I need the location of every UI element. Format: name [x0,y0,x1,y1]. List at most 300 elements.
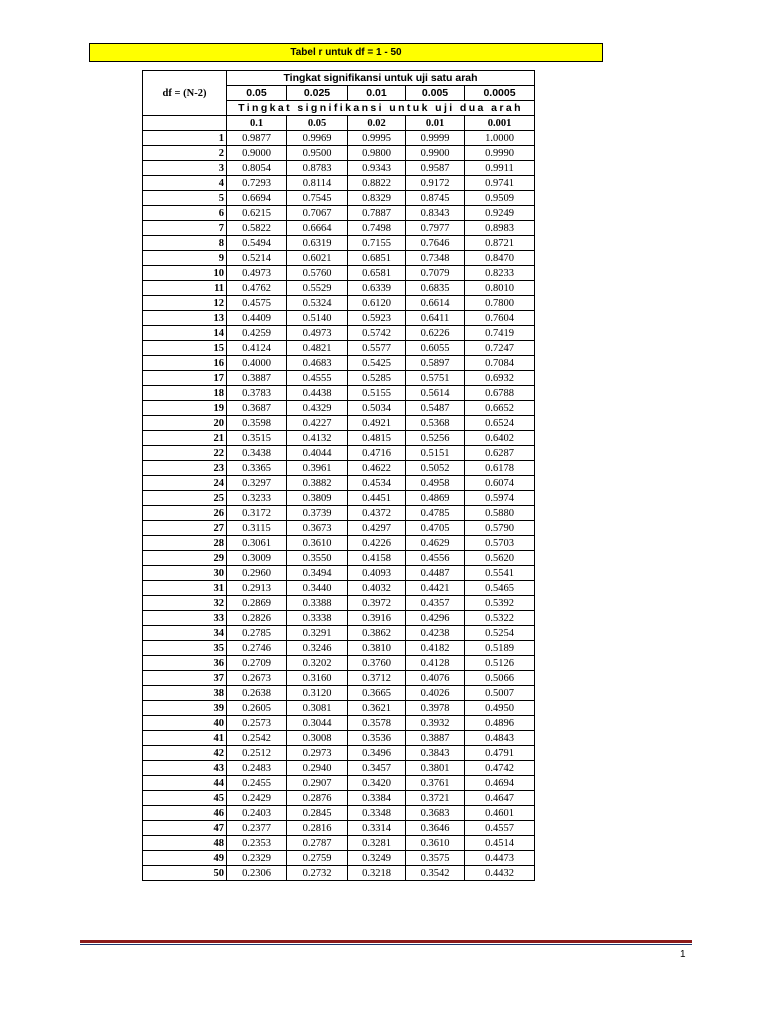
df-cell: 13 [143,311,227,326]
r-value-cell: 0.2673 [227,671,287,686]
r-value-cell: 0.3760 [348,656,406,671]
r-value-cell: 0.5425 [348,356,406,371]
r-value-cell: 0.2973 [287,746,348,761]
df-cell: 4 [143,176,227,191]
r-value-cell: 0.4575 [227,296,287,311]
df-cell: 30 [143,566,227,581]
r-value-cell: 0.4026 [406,686,465,701]
r-value-cell: 0.5052 [406,461,465,476]
r-value-cell: 0.7498 [348,221,406,236]
r-value-cell: 0.7887 [348,206,406,221]
r-value-cell: 0.5155 [348,386,406,401]
df-cell: 19 [143,401,227,416]
footer-rule-thin [80,944,692,945]
two-tailed-level: 0.02 [348,116,406,131]
r-value-cell: 0.2403 [227,806,287,821]
r-value-cell: 0.7067 [287,206,348,221]
table-row [143,536,535,551]
r-value-cell: 0.4601 [465,806,535,821]
r-value-cell: 0.2787 [287,836,348,851]
r-value-cell: 0.3810 [348,641,406,656]
r-value-cell: 0.3457 [348,761,406,776]
df-cell: 38 [143,686,227,701]
r-value-cell: 0.3665 [348,686,406,701]
r-value-cell: 0.6652 [465,401,535,416]
r-value-cell: 0.5322 [465,611,535,626]
df-cell: 33 [143,611,227,626]
r-value-cell: 0.3202 [287,656,348,671]
r-value-cell: 0.4451 [348,491,406,506]
r-value-cell: 0.4622 [348,461,406,476]
r-value-cell: 0.6524 [465,416,535,431]
df-cell: 24 [143,476,227,491]
table-row [143,851,535,866]
r-value-cell: 0.5151 [406,446,465,461]
r-value-cell: 0.5790 [465,521,535,536]
two-tailed-level: 0.001 [465,116,535,131]
r-value-cell: 0.3887 [227,371,287,386]
table-row [143,416,535,431]
r-value-cell: 0.4921 [348,416,406,431]
r-value-cell: 0.7977 [406,221,465,236]
df-cell: 44 [143,776,227,791]
table-row [143,716,535,731]
two-tailed-header: Tingkat signifikansi untuk uji dua arah [227,101,535,116]
table-row [143,341,535,356]
page-number: 1 [680,949,686,960]
r-value-cell: 0.4044 [287,446,348,461]
r-value-cell: 0.2455 [227,776,287,791]
r-value-cell: 0.6055 [406,341,465,356]
r-value-cell: 0.3218 [348,866,406,881]
r-value-cell: 0.3843 [406,746,465,761]
df-cell: 10 [143,266,227,281]
r-value-cell: 0.4032 [348,581,406,596]
r-value-cell: 0.9172 [406,176,465,191]
r-value-cell: 0.6215 [227,206,287,221]
two-tailed-level: 0.01 [406,116,465,131]
r-value-cell: 0.2746 [227,641,287,656]
r-value-cell: 0.5034 [348,401,406,416]
r-value-cell: 0.3496 [348,746,406,761]
df-cell: 49 [143,851,227,866]
df-cell: 12 [143,296,227,311]
r-value-cell: 0.3887 [406,731,465,746]
r-value-cell: 0.2353 [227,836,287,851]
r-value-cell: 0.4297 [348,521,406,536]
r-value-cell: 0.2512 [227,746,287,761]
r-value-cell: 0.3061 [227,536,287,551]
r-value-cell: 0.9800 [348,146,406,161]
table-row [143,746,535,761]
r-value-cell: 0.4785 [406,506,465,521]
r-value-cell: 0.3961 [287,461,348,476]
r-value-cell: 0.3160 [287,671,348,686]
r-value-cell: 0.6664 [287,221,348,236]
r-value-cell: 0.4694 [465,776,535,791]
r-value-cell: 0.3081 [287,701,348,716]
r-value-cell: 0.6226 [406,326,465,341]
r-value-cell: 0.6120 [348,296,406,311]
table-row [143,866,535,881]
r-value-cell: 0.3494 [287,566,348,581]
r-value-cell: 0.3314 [348,821,406,836]
r-value-cell: 0.4647 [465,791,535,806]
r-value-cell: 0.3384 [348,791,406,806]
table-row [143,701,535,716]
df-cell: 31 [143,581,227,596]
r-value-cell: 0.3621 [348,701,406,716]
r-value-cell: 0.6021 [287,251,348,266]
r-value-cell: 0.3542 [406,866,465,881]
r-value-cell: 0.5368 [406,416,465,431]
r-value-cell: 0.3575 [406,851,465,866]
r-value-cell: 0.2483 [227,761,287,776]
r-value-cell: 0.4896 [465,716,535,731]
table-row [143,401,535,416]
df-cell: 11 [143,281,227,296]
df-cell: 45 [143,791,227,806]
r-value-cell: 0.5923 [348,311,406,326]
r-value-cell: 0.3916 [348,611,406,626]
r-value-cell: 0.5324 [287,296,348,311]
df-cell: 6 [143,206,227,221]
df-cell: 35 [143,641,227,656]
r-value-cell: 0.2940 [287,761,348,776]
r-value-cell: 0.8822 [348,176,406,191]
r-value-cell: 0.6287 [465,446,535,461]
r-value-cell: 0.7419 [465,326,535,341]
r-value-cell: 0.2732 [287,866,348,881]
r-value-cell: 0.4705 [406,521,465,536]
table-row [143,176,535,191]
r-value-cell: 0.6411 [406,311,465,326]
r-value-cell: 0.7155 [348,236,406,251]
r-table [142,70,535,881]
df-cell: 32 [143,596,227,611]
r-value-cell: 0.2816 [287,821,348,836]
r-value-cell: 0.9995 [348,131,406,146]
r-value-cell: 0.5465 [465,581,535,596]
r-value-cell: 0.9911 [465,161,535,176]
r-value-cell: 0.4158 [348,551,406,566]
r-value-cell: 0.5392 [465,596,535,611]
r-value-cell: 0.5541 [465,566,535,581]
one-tailed-level: 0.05 [227,86,287,101]
table-row [143,221,535,236]
r-value-cell: 0.9587 [406,161,465,176]
r-value-cell: 0.3882 [287,476,348,491]
df-cell: 21 [143,431,227,446]
r-value-cell: 0.6851 [348,251,406,266]
r-value-cell: 0.4238 [406,626,465,641]
df-cell: 26 [143,506,227,521]
one-tailed-level: 0.005 [406,86,465,101]
table-row [143,731,535,746]
r-value-cell: 0.3246 [287,641,348,656]
r-value-cell: 1.0000 [465,131,535,146]
r-value-cell: 0.3365 [227,461,287,476]
r-value-cell: 0.3536 [348,731,406,746]
df-cell: 29 [143,551,227,566]
r-value-cell: 0.4950 [465,701,535,716]
r-value-cell: 0.4557 [465,821,535,836]
r-value-cell: 0.4716 [348,446,406,461]
r-value-cell: 0.4357 [406,596,465,611]
r-value-cell: 0.4958 [406,476,465,491]
table-row [143,686,535,701]
r-value-cell: 0.6402 [465,431,535,446]
r-value-cell: 0.8054 [227,161,287,176]
r-value-cell: 0.8783 [287,161,348,176]
df-cell: 17 [143,371,227,386]
r-value-cell: 0.3801 [406,761,465,776]
r-value-cell: 0.9969 [287,131,348,146]
r-value-cell: 0.9990 [465,146,535,161]
r-value-cell: 0.5214 [227,251,287,266]
r-value-cell: 0.8721 [465,236,535,251]
r-value-cell: 0.3578 [348,716,406,731]
table-row [143,581,535,596]
r-value-cell: 0.4629 [406,536,465,551]
r-value-cell: 0.3610 [287,536,348,551]
footer-rule [80,940,692,943]
table-row [143,191,535,206]
r-value-cell: 0.3233 [227,491,287,506]
r-value-cell: 0.9249 [465,206,535,221]
df-cell: 28 [143,536,227,551]
r-value-cell: 0.4555 [287,371,348,386]
df-cell: 47 [143,821,227,836]
r-value-cell: 0.5703 [465,536,535,551]
r-value-cell: 0.4843 [465,731,535,746]
df-cell: 48 [143,836,227,851]
r-value-cell: 0.5620 [465,551,535,566]
r-value-cell: 0.4182 [406,641,465,656]
r-value-cell: 0.3440 [287,581,348,596]
df-cell: 23 [143,461,227,476]
r-value-cell: 0.2573 [227,716,287,731]
r-value-cell: 0.3712 [348,671,406,686]
r-value-cell: 0.5487 [406,401,465,416]
r-value-cell: 0.2605 [227,701,287,716]
df-cell: 50 [143,866,227,881]
r-value-cell: 0.6074 [465,476,535,491]
r-value-cell: 0.3932 [406,716,465,731]
table-row [143,236,535,251]
table-row [143,761,535,776]
r-value-cell: 0.4296 [406,611,465,626]
r-value-cell: 0.9000 [227,146,287,161]
r-value-cell: 0.3172 [227,506,287,521]
r-value-cell: 0.2876 [287,791,348,806]
r-value-cell: 0.7293 [227,176,287,191]
one-tailed-level: 0.025 [287,86,348,101]
r-value-cell: 0.4742 [465,761,535,776]
table-row [143,386,535,401]
r-value-cell: 0.4973 [227,266,287,281]
table-row [143,791,535,806]
table-row [143,281,535,296]
r-value-cell: 0.4124 [227,341,287,356]
r-value-cell: 0.2869 [227,596,287,611]
df-cell: 9 [143,251,227,266]
r-value-cell: 0.4093 [348,566,406,581]
r-value-cell: 0.5140 [287,311,348,326]
r-value-cell: 0.4132 [287,431,348,446]
r-value-cell: 0.7079 [406,266,465,281]
table-row [143,626,535,641]
df-cell: 42 [143,746,227,761]
r-value-cell: 0.5256 [406,431,465,446]
table-row [143,446,535,461]
r-value-cell: 0.4226 [348,536,406,551]
r-value-cell: 0.6581 [348,266,406,281]
r-value-cell: 0.2306 [227,866,287,881]
table-row [143,371,535,386]
r-value-cell: 0.3598 [227,416,287,431]
r-value-cell: 0.5614 [406,386,465,401]
r-value-cell: 0.6339 [348,281,406,296]
r-value-cell: 0.9877 [227,131,287,146]
table-row [143,131,535,146]
r-value-cell: 0.7084 [465,356,535,371]
df-cell: 22 [143,446,227,461]
table-row [143,566,535,581]
r-value-cell: 0.2377 [227,821,287,836]
r-value-cell: 0.7604 [465,311,535,326]
r-value-cell: 0.6932 [465,371,535,386]
header-row-one-tailed [143,71,535,86]
table-row [143,161,535,176]
r-value-cell: 0.5529 [287,281,348,296]
df-cell: 5 [143,191,227,206]
r-value-cell: 0.4869 [406,491,465,506]
r-value-cell: 0.6788 [465,386,535,401]
table-row [143,821,535,836]
table-row [143,311,535,326]
r-value-cell: 0.4432 [465,866,535,881]
r-value-cell: 0.5007 [465,686,535,701]
r-value-cell: 0.5880 [465,506,535,521]
r-value-cell: 0.9741 [465,176,535,191]
df-cell: 1 [143,131,227,146]
r-value-cell: 0.5742 [348,326,406,341]
r-value-cell: 0.9509 [465,191,535,206]
one-tailed-level: 0.01 [348,86,406,101]
r-value-cell: 0.7545 [287,191,348,206]
header-row-two-tailed-levels [143,116,535,131]
two-tailed-level: 0.1 [227,116,287,131]
df-cell: 43 [143,761,227,776]
r-value-cell: 0.4815 [348,431,406,446]
table-row [143,146,535,161]
r-value-cell: 0.2542 [227,731,287,746]
df-cell: 41 [143,731,227,746]
df-cell: 39 [143,701,227,716]
r-value-cell: 0.9999 [406,131,465,146]
r-value-cell: 0.3115 [227,521,287,536]
df-cell: 25 [143,491,227,506]
r-value-cell: 0.2429 [227,791,287,806]
r-value-cell: 0.3281 [348,836,406,851]
r-value-cell: 0.5189 [465,641,535,656]
r-value-cell: 0.4534 [348,476,406,491]
df-cell: 36 [143,656,227,671]
r-value-cell: 0.8010 [465,281,535,296]
r-value-cell: 0.7247 [465,341,535,356]
df-cell: 27 [143,521,227,536]
r-value-cell: 0.3120 [287,686,348,701]
r-value-cell: 0.3610 [406,836,465,851]
df-cell: 40 [143,716,227,731]
table-row [143,296,535,311]
one-tailed-level: 0.0005 [465,86,535,101]
r-value-cell: 0.2826 [227,611,287,626]
r-value-cell: 0.8343 [406,206,465,221]
df-cell: 16 [143,356,227,371]
r-value-cell: 0.3420 [348,776,406,791]
table-row [143,596,535,611]
table-row [143,521,535,536]
r-value-cell: 0.6319 [287,236,348,251]
r-value-cell: 0.3009 [227,551,287,566]
df-cell: 15 [143,341,227,356]
r-value-cell: 0.2845 [287,806,348,821]
r-value-cell: 0.4762 [227,281,287,296]
r-value-cell: 0.3550 [287,551,348,566]
r-value-cell: 0.4473 [465,851,535,866]
r-value-cell: 0.3388 [287,596,348,611]
two-tailed-level: 0.05 [287,116,348,131]
r-value-cell: 0.4683 [287,356,348,371]
r-value-cell: 0.8329 [348,191,406,206]
r-value-cell: 0.2329 [227,851,287,866]
r-value-cell: 0.3783 [227,386,287,401]
r-value-cell: 0.4791 [465,746,535,761]
r-value-cell: 0.3972 [348,596,406,611]
r-value-cell: 0.4438 [287,386,348,401]
r-value-cell: 0.5897 [406,356,465,371]
r-value-cell: 0.5285 [348,371,406,386]
r-value-cell: 0.3761 [406,776,465,791]
r-value-cell: 0.4259 [227,326,287,341]
table-row [143,476,535,491]
r-value-cell: 0.3683 [406,806,465,821]
r-value-cell: 0.4329 [287,401,348,416]
r-value-cell: 0.2907 [287,776,348,791]
r-value-cell: 0.4421 [406,581,465,596]
r-value-cell: 0.3008 [287,731,348,746]
r-value-cell: 0.3978 [406,701,465,716]
r-value-cell: 0.4821 [287,341,348,356]
r-value-cell: 0.6694 [227,191,287,206]
table-row [143,326,535,341]
table-title: Tabel r untuk df = 1 - 50 [89,43,603,62]
r-value-cell: 0.3515 [227,431,287,446]
df-cell: 34 [143,626,227,641]
r-value-cell: 0.5066 [465,671,535,686]
r-value-cell: 0.6178 [465,461,535,476]
r-value-cell: 0.3721 [406,791,465,806]
r-value-cell: 0.3438 [227,446,287,461]
r-value-cell: 0.2638 [227,686,287,701]
r-value-cell: 0.5254 [465,626,535,641]
r-value-cell: 0.4000 [227,356,287,371]
r-value-cell: 0.2785 [227,626,287,641]
one-tailed-header: Tingkat signifikansi untuk uji satu arah [227,71,535,86]
r-value-cell: 0.6835 [406,281,465,296]
